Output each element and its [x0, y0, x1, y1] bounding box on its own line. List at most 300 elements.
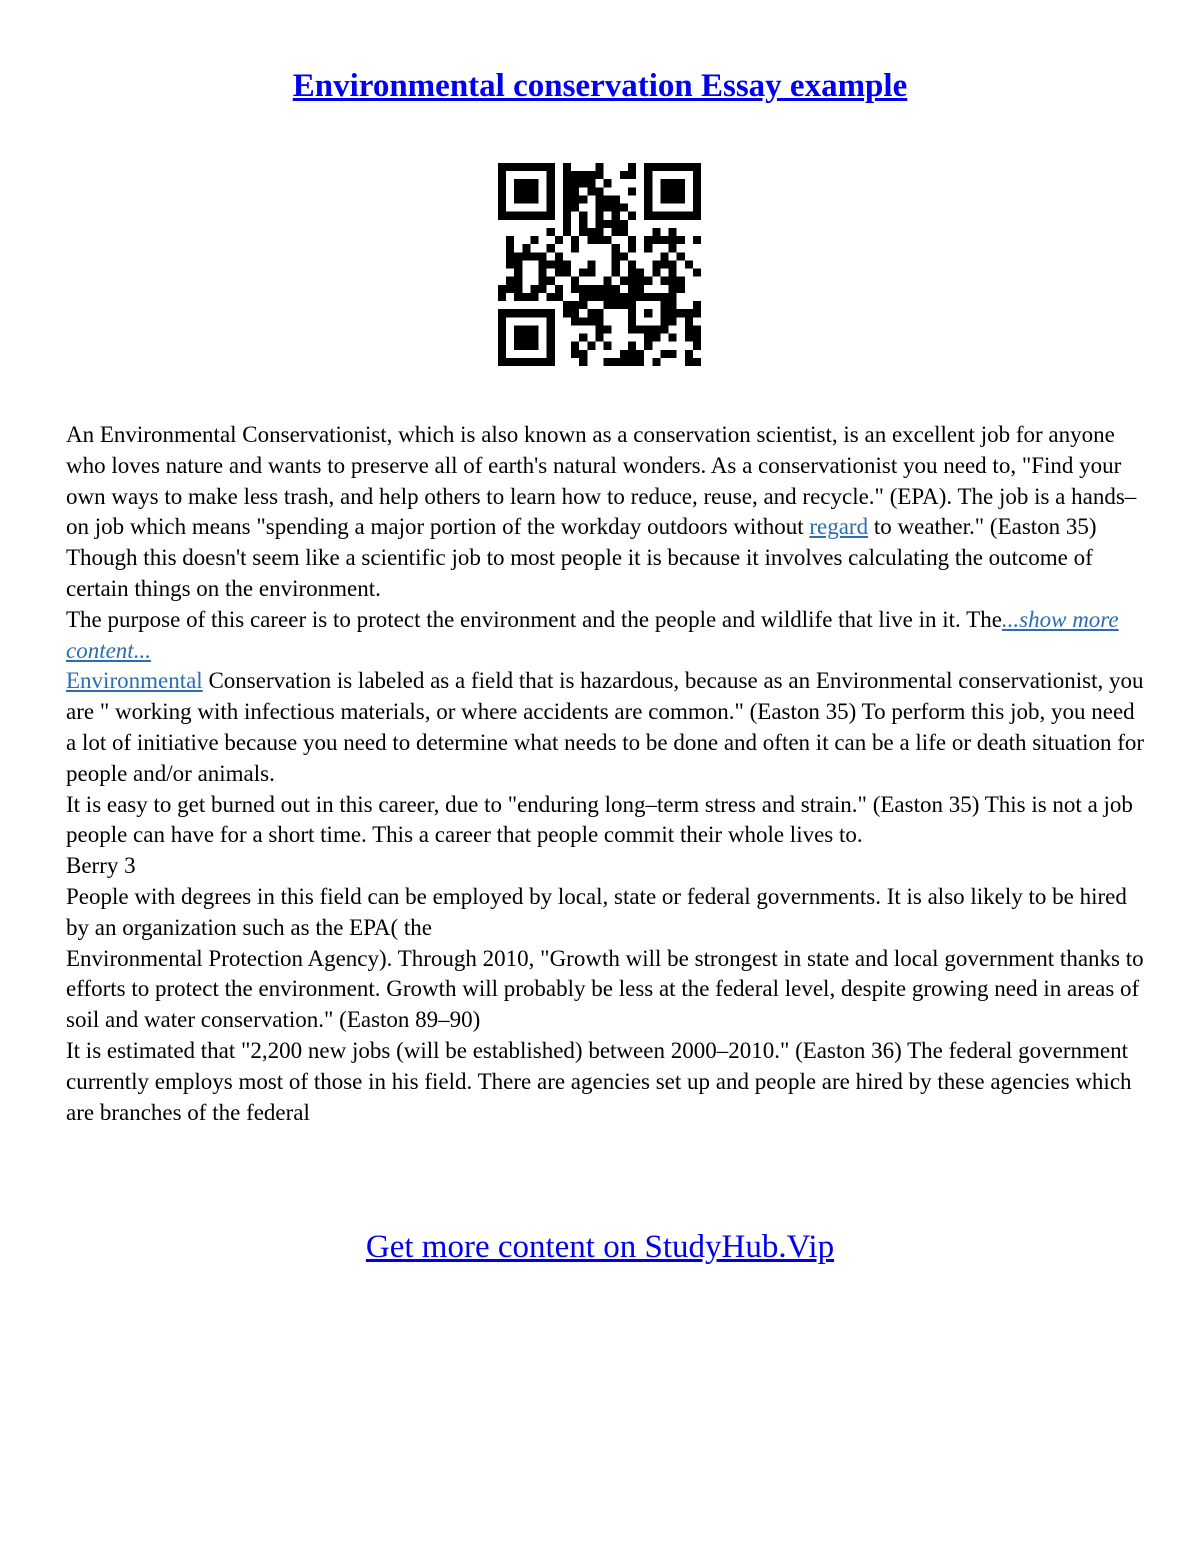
- qr-module: [530, 358, 538, 366]
- qr-module: [579, 220, 587, 228]
- qr-module: [498, 285, 506, 293]
- qr-module: [685, 309, 693, 317]
- qr-module: [628, 277, 636, 285]
- qr-module: [628, 260, 636, 268]
- qr-module: [595, 309, 603, 317]
- qr-module: [644, 171, 652, 179]
- qr-module: [628, 244, 636, 252]
- qr-module: [514, 179, 522, 187]
- qr-module: [604, 204, 612, 212]
- qr-module: [514, 195, 522, 203]
- qr-module: [644, 163, 652, 171]
- qr-module: [522, 187, 530, 195]
- qr-module: [669, 317, 677, 325]
- qr-module: [693, 301, 701, 309]
- qr-module: [587, 187, 595, 195]
- qr-module: [587, 236, 595, 244]
- qr-module: [514, 325, 522, 333]
- qr-module: [555, 260, 563, 268]
- qr-module: [612, 301, 620, 309]
- qr-module: [644, 334, 652, 342]
- qr-module: [547, 171, 555, 179]
- qr-module: [628, 350, 636, 358]
- qr-module: [563, 212, 571, 220]
- qr-module: [539, 260, 547, 268]
- qr-module: [522, 179, 530, 187]
- qr-module: [587, 179, 595, 187]
- qr-module: [514, 269, 522, 277]
- qr-module: [555, 269, 563, 277]
- qr-module: [644, 309, 652, 317]
- qr-module: [693, 171, 701, 179]
- qr-module: [587, 309, 595, 317]
- qr-module: [547, 277, 555, 285]
- qr-module: [595, 220, 603, 228]
- page-title: [0, 64, 1200, 108]
- paragraph-text: The purpose of this career is to protect the environment and the people and wildlife that live in it. The: [66, 606, 1002, 632]
- qr-module: [620, 301, 628, 309]
- qr-module: [547, 163, 555, 171]
- qr-module: [669, 334, 677, 342]
- qr-module: [620, 252, 628, 260]
- qr-module: [660, 260, 668, 268]
- qr-module: [530, 179, 538, 187]
- title-link[interactable]: Environmental conservation Essay example: [292, 68, 908, 104]
- paragraph-text: Conservation is labeled as a field that is hazardous, because as an Environmental conservationist, you are " working with infectious materials, or where accidents are common." (Easton 35) To perform this job, you need a lot of initiative because you need to determine what needs to be done and often it can be a life or death situation for people and/or animals.: [66, 668, 1145, 786]
- qr-module: [498, 325, 506, 333]
- qr-module: [693, 342, 701, 350]
- qr-module: [498, 195, 506, 203]
- qr-module: [530, 285, 538, 293]
- qr-module: [660, 350, 668, 358]
- qr-module: [636, 277, 644, 285]
- qr-module: [620, 220, 628, 228]
- regard-link[interactable]: regard: [809, 514, 869, 540]
- qr-module: [636, 269, 644, 277]
- qr-module: [693, 309, 701, 317]
- qr-module: [498, 309, 506, 317]
- qr-module: [506, 244, 514, 252]
- qr-module: [669, 212, 677, 220]
- qr-module: [652, 293, 660, 301]
- qr-module: [555, 236, 563, 244]
- qr-module: [604, 236, 612, 244]
- qr-module: [514, 277, 522, 285]
- qr-module: [620, 350, 628, 358]
- qr-module: [547, 334, 555, 342]
- qr-module: [669, 236, 677, 244]
- qr-module: [612, 228, 620, 236]
- qr-module: [628, 285, 636, 293]
- qr-module: [652, 334, 660, 342]
- qr-module: [498, 334, 506, 342]
- qr-module: [539, 212, 547, 220]
- paragraph-employment-cont: Environmental Protection Agency). Through 2010, "Growth will be strongest in state and local government thanks to efforts to protect the environment. Growth will probably be less at the federal level, despite growing need in areas of soil and water conservation." (Easton 89–90): [66, 945, 1144, 1033]
- qr-module: [498, 179, 506, 187]
- qr-module: [579, 212, 587, 220]
- qr-module: [669, 269, 677, 277]
- qr-module: [693, 236, 701, 244]
- qr-module: [669, 309, 677, 317]
- paragraph-text: An Environmental Conservationist, which is also known as a conservation scientist, is an excellent job for anyone who loves nature and wants to preserve all of earth's natural wonders. As a conservationist you need to, "Find your own ways to make less trash, and help others to learn how to reduce, reuse, and recycle." (EPA). The job is a hands–on job which means "spending a major portion of the workday outdoors without: [66, 422, 1137, 540]
- qr-module: [612, 204, 620, 212]
- qr-module: [498, 171, 506, 179]
- qr-module: [547, 325, 555, 333]
- qr-module: [571, 187, 579, 195]
- qr-module: [563, 301, 571, 309]
- qr-module: [571, 350, 579, 358]
- qr-module: [685, 325, 693, 333]
- qr-module: [547, 204, 555, 212]
- qr-module: [547, 244, 555, 252]
- qr-module: [693, 212, 701, 220]
- qr-module: [587, 260, 595, 268]
- qr-module: [530, 342, 538, 350]
- paragraph-jobs: It is estimated that "2,200 new jobs (will be established) between 2000–2010." (Easton 36) The federal government currently employs most of those in his field. There are agencies set up and people are hired by these agencies which are branches of the federal: [66, 1037, 1132, 1125]
- qr-module: [644, 187, 652, 195]
- qr-module: [547, 195, 555, 203]
- qr-module: [498, 342, 506, 350]
- paragraph-hazard: [66, 666, 1146, 789]
- qr-module: [636, 358, 644, 366]
- qr-module: [660, 309, 668, 317]
- qr-module: [644, 277, 652, 285]
- qr-module: [595, 236, 603, 244]
- qr-module: [514, 293, 522, 301]
- qr-module: [579, 350, 587, 358]
- qr-module: [660, 317, 668, 325]
- qr-module: [547, 350, 555, 358]
- qr-module: [685, 317, 693, 325]
- qr-module: [669, 195, 677, 203]
- qr-module: [644, 204, 652, 212]
- qr-module: [595, 204, 603, 212]
- qr-module: [571, 301, 579, 309]
- qr-module: [579, 293, 587, 301]
- qr-module: [652, 163, 660, 171]
- qr-module: [506, 260, 514, 268]
- qr-module: [628, 212, 636, 220]
- qr-module: [628, 171, 636, 179]
- environmental-link[interactable]: Environmental: [66, 668, 203, 694]
- qr-module: [571, 342, 579, 350]
- qr-module: [539, 277, 547, 285]
- qr-module: [563, 187, 571, 195]
- qr-module: [498, 163, 506, 171]
- qr-module: [547, 293, 555, 301]
- qr-module: [652, 212, 660, 220]
- qr-module: [677, 236, 685, 244]
- qr-module: [522, 293, 530, 301]
- qr-module: [498, 350, 506, 358]
- qr-module: [587, 317, 595, 325]
- qr-module: [555, 252, 563, 260]
- qr-module: [677, 285, 685, 293]
- qr-module: [522, 244, 530, 252]
- qr-module: [563, 179, 571, 187]
- qr-module: [677, 163, 685, 171]
- qr-module: [669, 179, 677, 187]
- qr-module: [563, 269, 571, 277]
- qr-module: [677, 212, 685, 220]
- qr-module: [604, 325, 612, 333]
- qr-module: [669, 260, 677, 268]
- qr-module: [547, 187, 555, 195]
- qr-module: [693, 179, 701, 187]
- qr-module: [644, 342, 652, 350]
- qr-module: [612, 269, 620, 277]
- qr-module: [660, 187, 668, 195]
- qr-module: [669, 163, 677, 171]
- qr-module: [522, 252, 530, 260]
- qr-module: [595, 325, 603, 333]
- qr-module: [587, 285, 595, 293]
- qr-module: [539, 309, 547, 317]
- qr-module: [530, 163, 538, 171]
- qr-module: [652, 236, 660, 244]
- qr-module: [571, 195, 579, 203]
- qr-module: [579, 171, 587, 179]
- qr-module: [579, 301, 587, 309]
- qr-module: [530, 325, 538, 333]
- qr-module: [677, 252, 685, 260]
- qr-module: [669, 244, 677, 252]
- qr-module: [563, 195, 571, 203]
- qr-module: [498, 212, 506, 220]
- qr-module: [498, 317, 506, 325]
- footer: [0, 1225, 1200, 1269]
- qr-module: [677, 309, 685, 317]
- qr-module: [693, 187, 701, 195]
- qr-module: [547, 212, 555, 220]
- qr-module: [539, 285, 547, 293]
- qr-module: [506, 236, 514, 244]
- qr-module: [530, 195, 538, 203]
- qr-module: [693, 334, 701, 342]
- qr-module: [636, 325, 644, 333]
- qr-module: [628, 163, 636, 171]
- qr-module: [595, 187, 603, 195]
- qr-module: [612, 252, 620, 260]
- qr-module: [604, 179, 612, 187]
- qr-module: [612, 220, 620, 228]
- qr-module: [498, 358, 506, 366]
- qr-module: [693, 358, 701, 366]
- qr-module: [620, 228, 628, 236]
- qr-module: [620, 277, 628, 285]
- qr-module: [628, 342, 636, 350]
- qr-module: [604, 195, 612, 203]
- qr-module: [604, 277, 612, 285]
- qr-module: [604, 342, 612, 350]
- qr-module: [693, 269, 701, 277]
- qr-module: [522, 334, 530, 342]
- qr-module: [530, 187, 538, 195]
- qr-module: [514, 358, 522, 366]
- qr-module: [514, 163, 522, 171]
- qr-module: [636, 285, 644, 293]
- qr-module: [563, 163, 571, 171]
- show-more-link[interactable]: ...show more content...: [66, 606, 1119, 663]
- qr-module: [522, 342, 530, 350]
- qr-module: [669, 187, 677, 195]
- qr-module: [595, 334, 603, 342]
- qr-module: [660, 252, 668, 260]
- qr-module: [604, 358, 612, 366]
- qr-module: [595, 317, 603, 325]
- qr-module: [514, 252, 522, 260]
- qr-module: [693, 325, 701, 333]
- qr-module: [660, 277, 668, 285]
- qr-module: [522, 195, 530, 203]
- paragraph-purpose: [66, 605, 1146, 667]
- qr-module: [571, 309, 579, 317]
- qr-module: [506, 309, 514, 317]
- qr-module: [595, 163, 603, 171]
- qr-module: [587, 228, 595, 236]
- qr-module: [644, 293, 652, 301]
- qr-module: [539, 269, 547, 277]
- qr-module: [587, 293, 595, 301]
- qr-module: [595, 195, 603, 203]
- qr-module: [579, 179, 587, 187]
- essay-body: [66, 420, 1146, 1128]
- qr-module: [636, 350, 644, 358]
- qr-module: [579, 317, 587, 325]
- qr-module: [530, 252, 538, 260]
- qr-module: [693, 204, 701, 212]
- qr-module: [628, 236, 636, 244]
- qr-module: [660, 236, 668, 244]
- qr-module: [685, 334, 693, 342]
- qr-module: [539, 252, 547, 260]
- qr-module: [514, 334, 522, 342]
- qr-module: [539, 163, 547, 171]
- qr-module: [563, 228, 571, 236]
- qr-module: [604, 301, 612, 309]
- qr-module: [547, 260, 555, 268]
- qr-module: [587, 269, 595, 277]
- qr-module: [571, 317, 579, 325]
- qr-module: [669, 228, 677, 236]
- qr-module: [579, 195, 587, 203]
- qr-module: [677, 179, 685, 187]
- qr-module: [530, 236, 538, 244]
- qr-module: [555, 285, 563, 293]
- qr-module: [547, 358, 555, 366]
- qr-module: [530, 212, 538, 220]
- qr-module: [644, 244, 652, 252]
- qr-module: [612, 212, 620, 220]
- qr-module: [669, 285, 677, 293]
- qr-module: [571, 179, 579, 187]
- qr-module: [644, 325, 652, 333]
- qr-module: [652, 260, 660, 268]
- qr-module: [604, 293, 612, 301]
- qr-module: [498, 204, 506, 212]
- qr-module: [555, 293, 563, 301]
- qr-module: [563, 220, 571, 228]
- qr-module: [685, 212, 693, 220]
- qr-module: [685, 358, 693, 366]
- qr-module: [612, 244, 620, 252]
- qr-module: [595, 285, 603, 293]
- qr-module: [595, 293, 603, 301]
- qr-module: [522, 325, 530, 333]
- qr-module: [620, 358, 628, 366]
- qr-module: [571, 285, 579, 293]
- qr-module: [685, 350, 693, 358]
- qr-module: [539, 358, 547, 366]
- qr-module: [571, 171, 579, 179]
- qr-module: [506, 285, 514, 293]
- qr-module: [506, 212, 514, 220]
- qr-module: [498, 293, 506, 301]
- qr-module: [620, 171, 628, 179]
- qr-module: [563, 171, 571, 179]
- qr-module: [587, 171, 595, 179]
- qr-module: [628, 187, 636, 195]
- qr-module: [514, 309, 522, 317]
- qr-module: [530, 334, 538, 342]
- qr-module: [571, 244, 579, 252]
- qr-module: [636, 293, 644, 301]
- qr-module: [604, 220, 612, 228]
- qr-module: [498, 187, 506, 195]
- qr-module: [669, 293, 677, 301]
- qr-module: [644, 195, 652, 203]
- qr-code-icon: [498, 163, 701, 366]
- qr-module: [514, 260, 522, 268]
- qr-module: [514, 342, 522, 350]
- qr-module: [677, 277, 685, 285]
- qr-module: [579, 285, 587, 293]
- qr-module: [660, 293, 668, 301]
- qr-module: [579, 334, 587, 342]
- qr-module: [522, 309, 530, 317]
- qr-module: [595, 228, 603, 236]
- qr-module: [612, 285, 620, 293]
- qr-module: [579, 228, 587, 236]
- qr-module: [628, 358, 636, 366]
- qr-module: [522, 163, 530, 171]
- qr-module: [677, 187, 685, 195]
- qr-module: [628, 301, 636, 309]
- qr-module: [563, 309, 571, 317]
- qr-module: [595, 212, 603, 220]
- qr-module: [595, 171, 603, 179]
- qr-module: [693, 163, 701, 171]
- qr-module: [547, 317, 555, 325]
- qr-module: [547, 309, 555, 317]
- qr-module: [612, 358, 620, 366]
- qr-module: [530, 309, 538, 317]
- qr-module: [514, 285, 522, 293]
- studyhub-link[interactable]: Get more content on StudyHub.Vip: [365, 1229, 835, 1265]
- qr-module: [685, 163, 693, 171]
- qr-module: [660, 325, 668, 333]
- qr-module: [652, 358, 660, 366]
- qr-module: [620, 204, 628, 212]
- qr-module: [628, 269, 636, 277]
- qr-module: [644, 212, 652, 220]
- qr-module: [612, 195, 620, 203]
- paragraph-text: to weather." (Easton 35) Though this doesn't seem like a scientific job to most people it is because it involves calculating the outcome of certain things on the environment.: [66, 514, 1097, 601]
- qr-module: [669, 301, 677, 309]
- qr-module: [660, 301, 668, 309]
- qr-module: [571, 277, 579, 285]
- qr-module: [628, 309, 636, 317]
